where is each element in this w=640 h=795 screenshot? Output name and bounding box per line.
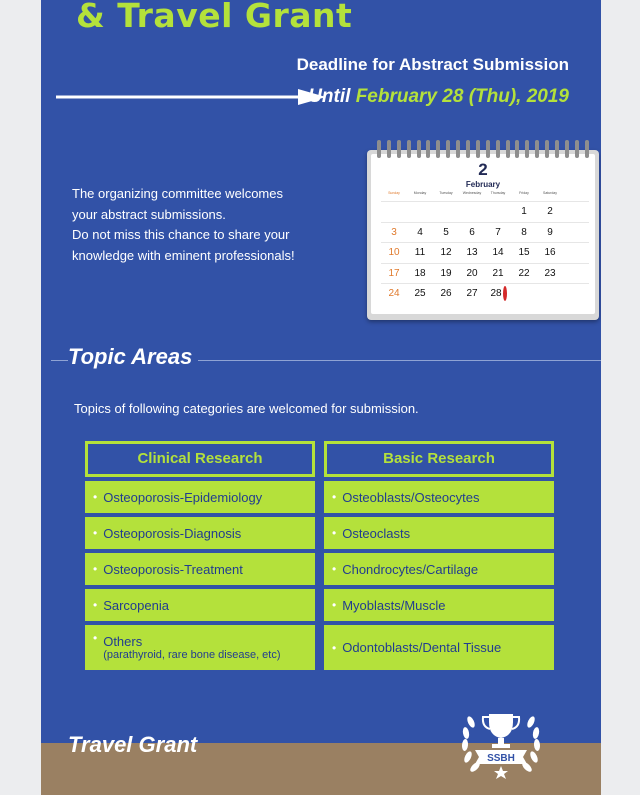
- list-item-label: [103, 634, 280, 661]
- calendar-day: 10: [388, 247, 400, 259]
- calendar-week: [381, 222, 589, 243]
- list-item: [324, 553, 554, 585]
- list-item-label: Osteoclasts: [342, 525, 411, 541]
- list-item: [324, 481, 554, 513]
- list-item: [324, 625, 554, 670]
- bullet-icon: •: [332, 562, 337, 576]
- calendar-day: 2: [547, 206, 553, 217]
- welcome-line: knowledge with eminent professionals!: [72, 247, 295, 263]
- calendar-day: [433, 202, 459, 222]
- highlight-circle: [503, 286, 507, 301]
- calendar-day: 15: [518, 247, 530, 259]
- calendar-day: 7: [495, 226, 501, 238]
- calendar-weeks: [381, 201, 589, 304]
- calendar-day: 19: [440, 267, 452, 279]
- welcome-line: The organizing committee welcomes: [72, 186, 283, 201]
- calendar-week: [381, 201, 589, 222]
- weekday: Monday: [413, 191, 427, 195]
- calendar-week: [381, 242, 589, 263]
- bullet-icon: •: [93, 562, 98, 576]
- calendar-day: 9: [547, 226, 553, 238]
- list-item-label: Osteoblasts/Osteocytes: [342, 489, 480, 505]
- trophy-icon: [483, 714, 519, 748]
- bullet-icon: •: [332, 598, 337, 612]
- clinical-research-column: [85, 441, 315, 670]
- calendar-day: 21: [492, 267, 504, 279]
- calendar-day: 13: [466, 247, 478, 259]
- deadline-date: [308, 86, 569, 108]
- calendar-weekdays: [381, 191, 589, 201]
- weekday: Sunday: [388, 191, 400, 195]
- list-item-label: Osteoporosis-Diagnosis: [103, 525, 242, 541]
- calendar-day: 8: [521, 226, 527, 238]
- weekday: Saturday: [542, 191, 557, 195]
- bullet-icon: •: [93, 490, 98, 504]
- list-item-text: Others: [103, 634, 143, 649]
- calendar-day: [511, 284, 537, 304]
- poster-panel: [41, 0, 601, 795]
- calendar-day: 26: [440, 288, 452, 300]
- welcome-line: Do not miss this chance to share your: [72, 227, 290, 242]
- arrow-right-icon: [56, 88, 326, 106]
- calendar-day: 3: [391, 226, 397, 238]
- basic-research-heading: Basic Research: [324, 441, 554, 477]
- calendar-day: 11: [414, 247, 426, 259]
- badge-text: SSBH: [487, 753, 515, 764]
- calendar-rings: [377, 140, 589, 160]
- list-item: [324, 517, 554, 549]
- list-item: [324, 589, 554, 621]
- star-icon: [494, 766, 508, 779]
- basic-research-column: [324, 441, 554, 670]
- deadline-date-value: February 28 (Thu), 2019: [355, 86, 569, 107]
- calendar-day: 12: [440, 247, 452, 259]
- calendar-month-name: February: [465, 180, 501, 189]
- calendar-day: 25: [414, 288, 426, 300]
- weekday: Wednesday: [462, 191, 482, 195]
- calendar-day: [485, 202, 511, 222]
- calendar-month-number: 2: [478, 160, 488, 179]
- calendar-day: 20: [466, 267, 478, 279]
- bullet-icon: •: [93, 631, 98, 645]
- calendar-day: 6: [469, 226, 475, 238]
- weekday: Tuesday: [439, 191, 453, 195]
- laurel-left-icon: [461, 715, 481, 773]
- list-item: [85, 553, 315, 585]
- page-title: & Travel Grant: [76, 0, 353, 35]
- list-item-label: Myoblasts/Muscle: [342, 597, 446, 613]
- bullet-icon: •: [93, 526, 98, 540]
- calendar-day: 5: [443, 226, 449, 238]
- calendar-day: 16: [544, 247, 556, 259]
- calendar-grid: [381, 191, 589, 304]
- calendar-day: 14: [492, 247, 504, 259]
- calendar-day: [381, 202, 407, 222]
- list-item: [85, 481, 315, 513]
- topics-intro: Topics of following categories are welcomed for submission.: [74, 401, 419, 416]
- list-item-note: (parathyroid, rare bone disease, etc): [103, 649, 281, 661]
- calendar-day: 28: [485, 284, 511, 304]
- list-item: [85, 517, 315, 549]
- calendar-day: 1: [521, 206, 527, 217]
- calendar: [367, 140, 599, 320]
- bullet-icon: •: [332, 490, 337, 504]
- laurel-right-icon: [521, 715, 541, 773]
- bullet-icon: •: [93, 598, 98, 612]
- calendar-day: [407, 202, 433, 222]
- bullet-icon: •: [332, 526, 337, 540]
- calendar-page: [371, 154, 595, 314]
- welcome-message: [72, 184, 332, 266]
- calendar-day: 18: [414, 267, 426, 279]
- calendar-day: 22: [518, 267, 530, 279]
- section-title-topic-areas: Topic Areas: [68, 344, 198, 370]
- calendar-day: 4: [417, 226, 423, 238]
- list-item-label: Osteoporosis-Epidemiology: [103, 489, 263, 505]
- list-item-label: Chondrocytes/Cartilage: [342, 561, 479, 577]
- calendar-week: [381, 283, 589, 304]
- list-item-label: Sarcopenia: [103, 597, 169, 613]
- weekday: Friday: [519, 191, 529, 195]
- calendar-day: [537, 284, 563, 304]
- deadline-until: Until: [308, 86, 351, 107]
- list-item: [85, 589, 315, 621]
- weekday: Thursday: [490, 191, 506, 195]
- calendar-day: [459, 202, 485, 222]
- welcome-line: your abstract submissions.: [72, 206, 226, 222]
- clinical-research-heading: Clinical Research: [85, 441, 315, 477]
- ssbh-badge: [455, 700, 547, 786]
- calendar-day: 24: [388, 288, 400, 300]
- calendar-day: 27: [466, 288, 478, 300]
- calendar-day: 17: [388, 267, 400, 279]
- list-item-label: Odontoblasts/Dental Tissue: [342, 640, 502, 655]
- calendar-week: [381, 263, 589, 284]
- list-item-label: Osteoporosis-Treatment: [103, 561, 243, 577]
- bullet-icon: •: [332, 640, 337, 655]
- calendar-day: 23: [544, 267, 556, 279]
- list-item: [85, 625, 315, 670]
- section-title-travel-grant: Travel Grant: [68, 732, 198, 757]
- deadline-label: Deadline for Abstract Submission: [296, 55, 569, 74]
